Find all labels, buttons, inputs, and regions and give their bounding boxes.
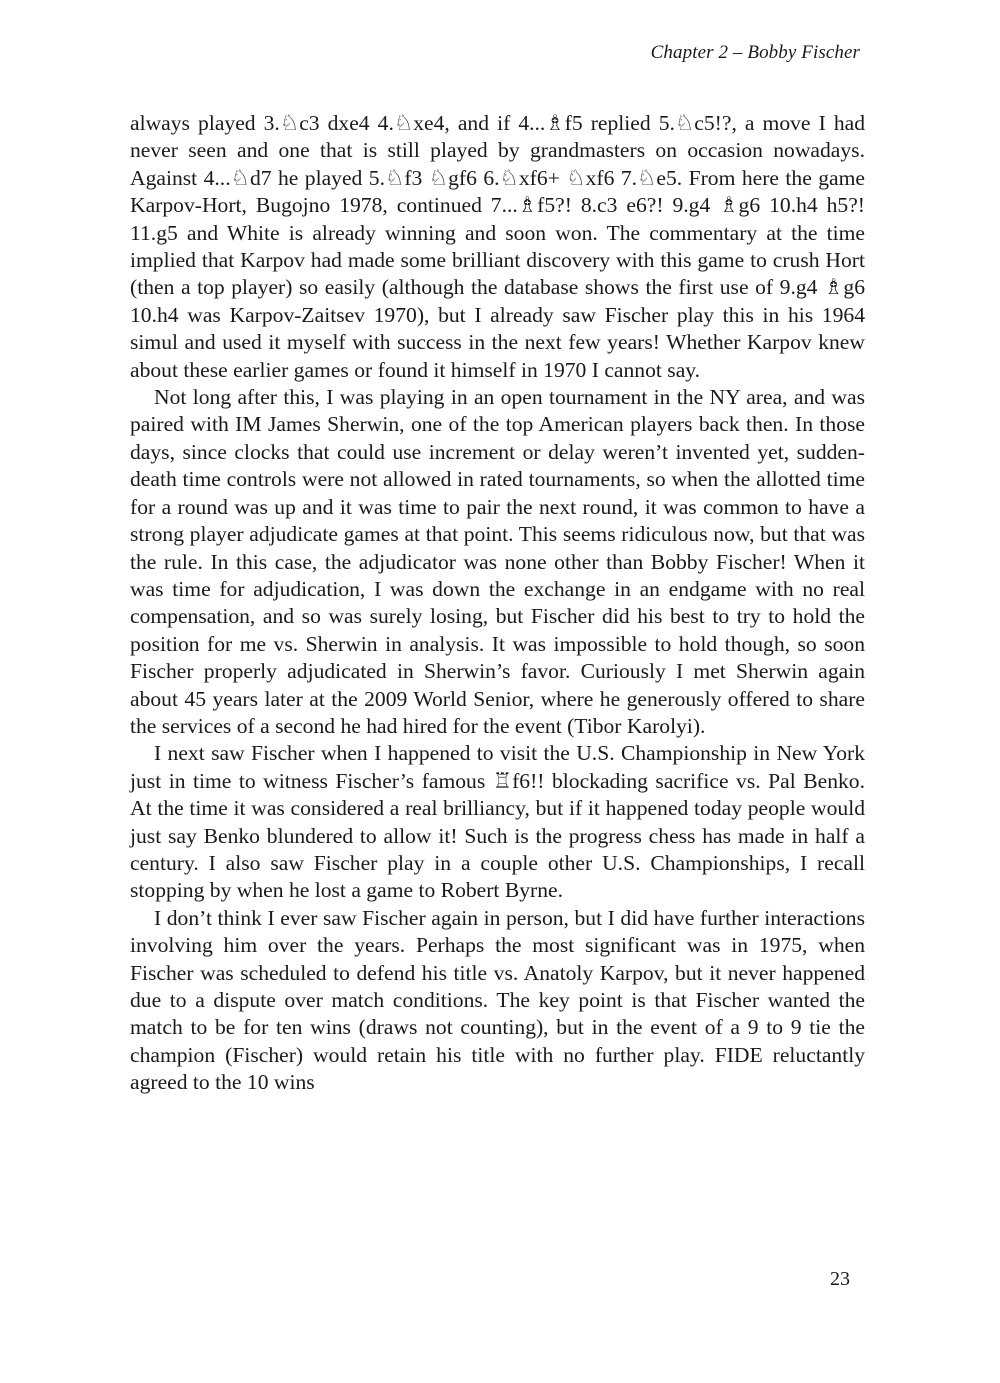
paragraph-sherwin-adjudication: Not long after this, I was playing in an open tournament in the NY area, and was paired with IM James Sherwin, one of the top American players back then. In those days, since clocks that could use increment or delay weren’t invented yet, sudden-death time controls were not allowed in rated tournaments, so when the allotted time for a round was up and it was time to pair the next round, it was common to have a strong player adjudicate games at that point. This seems ridiculous now, but that was the rule. In this case, the adjudicator was none other than Bobby Fischer! When it was time for adjudication, I was down the exchange in an endgame with no real compensation, and so was surely losing, but Fischer did his best to try to hold the position for me vs. Sherwin in analysis. It was impossible to hold though, so soon Fischer properly adjudicated in Sherwin’s favor. Curiously I met Sherwin again about 45 years later at the 2009 World Senior, where he generously offered to share the services of a second he had hired for the event (Tibor Karolyi). bbox=[130, 385, 865, 738]
paragraph-karpov-match: I don’t think I ever saw Fischer again in person, but I did have further interactions involving him over the years. Perhaps the most significant was in 1975, when Fischer was scheduled to defend his title vs. Anatoly Karpov, but it never happened due to a dispute over match conditions. The key point is that Fischer wanted the match to be for ten wins (draws not counting), but in the event of a 9 to 9 tie the champion (Fischer) would retain his title with no further play. FIDE reluctantly agreed to the 10 wins bbox=[130, 905, 865, 1095]
page-number: 23 bbox=[830, 1268, 850, 1290]
paragraph-continuation: always played 3.♘c3 dxe4 4.♘xe4, and if 4...♗f5 replied 5.♘c5!?, a move I had never seen and one that is still played by grandmasters on occasion nowadays. Against 4...♘d7 he played 5.♘f3 ♘gf6 6.♘xf6+ ♘xf6 7.♘e5. From here the game Karpov-Hort, Bugojno 1978, continued 7...♗f5?! 8.c3 e6?! 9.g4 ♗g6 10.h4 h5?! 11.g5 and White is already winning and soon won. The commentary at the time implied that Karpov had made some brilliant discovery with this game to crush Hort (then a top player) so easily (although the database shows the first use of 9.g4 ♗g6 10.h4 was Karpov-Zaitsev 1970), but I already saw Fischer play this in his 1964 simul and used it myself with success in the next few years! Whether Karpov knew about these earlier games or found it himself in 1970 I cannot say. bbox=[130, 111, 865, 382]
running-head: Chapter 2 – Bobby Fischer bbox=[650, 42, 860, 63]
paragraph-us-championship: I next saw Fischer when I happened to visit the U.S. Championship in New York just in time to witness Fischer’s famous ♖f6!! blockading sacrifice vs. Pal Benko. At the time it was considered a real brilliancy, but if it happened today people would just say Benko blundered to allow it! Such is the progress chess has made in half a century. I also saw Fischer play in a couple other U.S. Championships, I recall stopping by when he lost a game to Robert Byrne. bbox=[130, 741, 865, 903]
body-text bbox=[130, 110, 865, 1097]
